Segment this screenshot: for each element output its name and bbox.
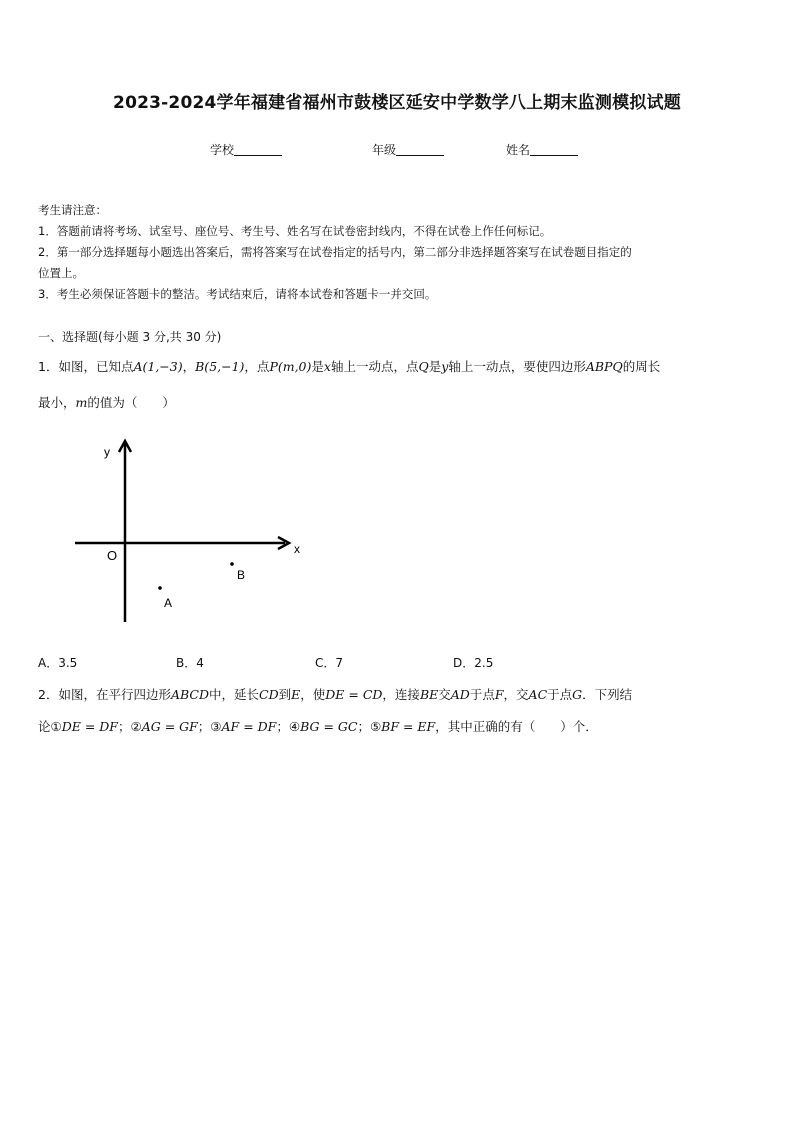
grade-blank[interactable] [396,143,444,156]
grade-field [372,141,444,158]
section-title: 一、选择题(每小题 3 分,共 30 分) [38,330,222,344]
option-c[interactable]: C．7 [315,656,344,670]
option-b[interactable]: B．4 [176,656,204,670]
notice-block [38,200,762,305]
point-b [230,562,234,566]
option-d[interactable]: D．2.5 [453,656,494,670]
point-a [158,586,162,590]
question-2-line-2: 论①DE = DF；②AG = GF；③AF = DF；④BG = GC；⑤BF = EF，其中正确的有（ ）个． [38,719,598,734]
y-axis-label: y [104,445,110,459]
question-1-line-1: 1．如图，已知点A(1,−3)，B(5,−1)，点P(m,0)是x轴上一动点，点Q是y轴上一动点，要使四边形ABPQ的周长 [38,359,661,374]
origin-label: O [107,548,118,563]
point-b-label: B [237,568,246,582]
question-1 [38,352,762,418]
name-field [506,141,578,158]
question-2 [38,680,762,742]
notice-item: 1．答题前请将考场、试室号、座位号、考生号、姓名写在试卷密封线内，不得在试卷上作任何标记。 [38,224,552,238]
coordinate-figure [60,432,320,632]
notice-item: 2．第一部分选择题每小题选出答案后，需将答案写在试卷指定的括号内，第二部分非选择题答案写在试卷题目指定的 [38,245,632,259]
question-1-line-2: 最小，m的值为（ ） [38,395,175,410]
point-a-label: A [164,596,173,610]
notice-heading: 考生请注意： [38,203,107,217]
school-blank[interactable] [234,143,282,156]
school-field [210,141,282,158]
notice-item: 位置上。 [38,266,84,280]
notice-item: 3．考生必须保证答题卡的整洁。考试结束后，请将本试卷和答题卡一并交回。 [38,287,437,301]
question-2-line-1: 2．如图，在平行四边形ABCD中，延长CD到E，使DE = CD，连接BE交AD于点F，交AC于点G．下列结 [38,687,633,702]
name-label: 姓名 [506,143,531,157]
grade-label: 年级 [372,143,397,157]
x-axis-label: x [294,542,300,556]
exam-title: 2023-2024学年福建省福州市鼓楼区延安中学数学八上期末监测模拟试题 [113,93,681,113]
name-blank[interactable] [530,143,578,156]
option-a[interactable]: A．3.5 [38,656,78,670]
school-label: 学校 [210,143,235,157]
